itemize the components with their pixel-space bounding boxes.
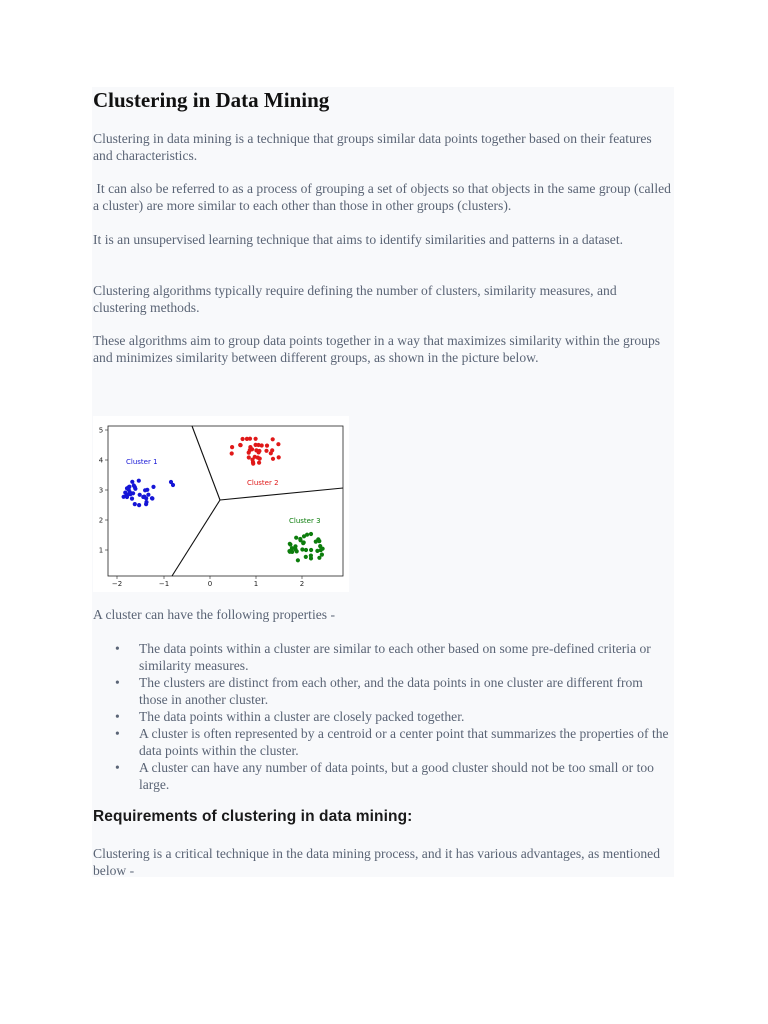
cluster-2-point [256,456,260,460]
cluster-3-point [305,533,309,537]
list-item-text: A cluster is often represented by a centroid or a center point that summarizes the properties of the data points within the cluster. [139,726,669,758]
cluster-2-point [257,461,261,465]
bullet: • [115,641,120,656]
cluster-1-point [130,497,134,501]
cluster-1-point [137,503,141,507]
bullet: • [115,726,120,741]
cluster-figure [93,416,349,592]
y-tick-label: 4 [98,456,104,465]
cluster-3-point [300,547,304,551]
y-tick-label: 2 [98,516,104,525]
cluster-2-point [269,451,273,455]
y-tick-label: 5 [98,426,104,435]
x-tick-label: −1 [158,580,170,588]
page-title: Clustering in Data Mining [93,88,330,112]
cluster-2-point [247,451,251,455]
cluster-1-point [141,495,145,499]
cluster-2-point [277,455,281,459]
plot-frame [108,426,343,576]
cluster-2-point [276,442,280,446]
cluster-1-point [125,493,129,497]
properties-intro: A cluster can have the following properties - [93,607,335,622]
y-tick-label: 3 [98,486,104,495]
cluster-2-point [248,445,252,449]
paragraph-algorithms: Clustering algorithms typically require defining the number of clusters, similarity measures, and clustering methods. [93,283,617,315]
cluster-1-point [122,495,126,499]
properties-list [93,640,673,793]
cluster-2-point [241,437,245,441]
cluster-1-point [132,483,136,487]
cluster-3-point [294,536,298,540]
cluster-1-point [131,491,135,495]
x-tick-label: 2 [299,580,305,588]
cluster-3-point [287,549,291,553]
cluster-3-point [318,544,322,548]
bullet: • [115,675,120,690]
cluster-2-point [251,462,255,466]
cluster-2-point [247,455,251,459]
list-item-text: The data points within a cluster are closely packed together. [139,709,465,724]
cluster-2-point [230,451,234,455]
cluster-2-point [271,457,275,461]
section-heading: Requirements of clustering in data mining: [93,808,413,825]
list-item-text: A cluster can have any number of data points, but a good cluster should not be too small or too large. [139,760,654,792]
cluster-3-point [302,540,306,544]
paragraph-intro: Clustering in data mining is a technique that groups similar data points together based on their features and characteristics. [93,131,652,163]
cluster-2-point [265,444,269,448]
paragraph-definition: It can also be referred to as a process of grouping a set of objects so that objects in the same group (called a cluster) are more similar to each other than those in other groups (clusters). [93,181,675,213]
cluster-2-point [250,458,254,462]
section-paragraph: Clustering is a critical technique in the data mining process, and it has various advantages, as mentioned below - [93,846,661,878]
list-item [115,674,673,708]
paragraph-goal: These algorithms aim to group data points together in a way that maximizes similarity within the groups and minimizes similarity between different groups, as shown in the picture below. [93,333,661,365]
cluster-2-point [248,437,252,441]
cluster-3-point [316,537,320,541]
cluster-3-point [309,532,313,536]
bullet: • [115,709,120,724]
cluster-3-point [309,556,313,560]
cluster-3-point [315,549,319,553]
cluster-2-point [238,443,242,447]
paragraph-unsupervised: It is an unsupervised learning technique that aims to identify similarities and patterns in a dataset. [93,232,624,247]
cluster-1-point [146,493,150,497]
cluster-1-point [137,479,141,483]
bullet: • [115,760,120,775]
cluster-plot [93,416,349,592]
cluster-1-point [138,493,142,497]
cluster-2-point [256,443,260,447]
cluster-3-point [304,548,308,552]
cluster-1-point [150,496,154,500]
cluster-3-point [293,546,297,550]
cluster-2-label: Cluster 2 [247,479,279,487]
list-item-text: The data points within a cluster are similar to each other based on some pre-defined criteria or similarity measures. [139,641,651,673]
cluster-3-point [304,555,308,559]
cluster-1-point [171,483,175,487]
list-item-text: The clusters are distinct from each other, and the data points in one cluster are different from those in another cluster. [139,675,643,707]
cluster-2-point [264,449,268,453]
x-tick-label: −2 [111,580,123,588]
y-tick-label: 1 [98,546,104,555]
list-item [115,759,673,793]
list-item [115,725,673,759]
cluster-3-point [296,558,300,562]
cluster-1-point [127,485,131,489]
list-item [115,640,673,674]
cluster-3-point [288,542,292,546]
cluster-2-point [254,448,258,452]
cluster-1-point [130,480,134,484]
cluster-2-point [271,437,275,441]
x-tick-label: 0 [207,580,213,588]
cluster-2-point [230,445,234,449]
cluster-1-label: Cluster 1 [126,458,158,466]
cluster-3-point [309,548,313,552]
cluster-1-point [145,488,149,492]
cluster-2-point [254,437,258,441]
list-item [115,708,673,725]
cluster-1-point [151,485,155,489]
x-tick-label: 1 [253,580,259,588]
cluster-1-point [144,500,148,504]
cluster-3-point [317,556,321,560]
cluster-1-point [133,502,137,506]
cluster-3-label: Cluster 3 [289,517,321,525]
